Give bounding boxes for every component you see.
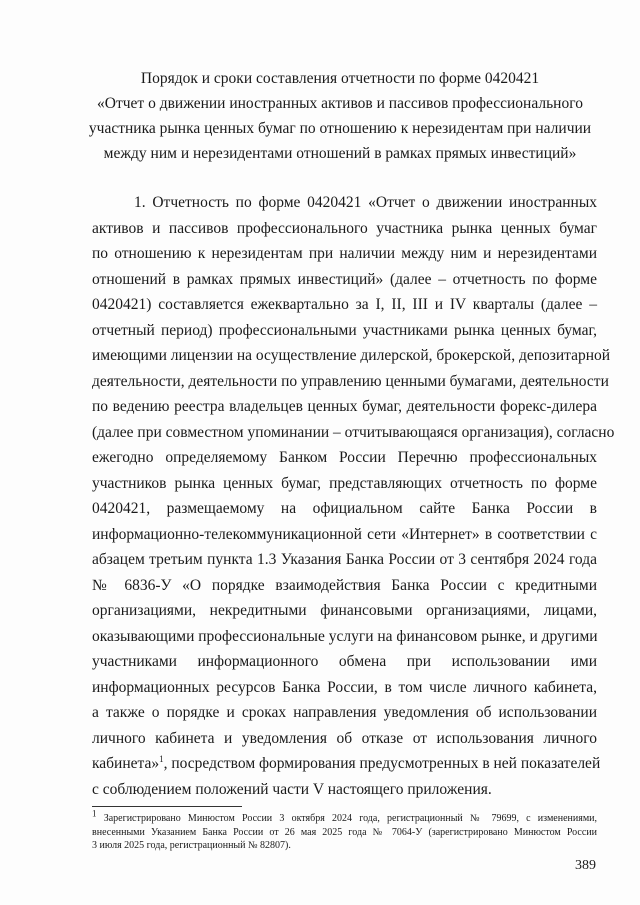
title-line: участника рынка ценных бумаг по отношению к нерезидентам при наличии (88, 120, 592, 137)
title-line: «Отчет о движении иностранных активов и пассивов профессионального (97, 95, 583, 112)
body-line: имеющими лицензии на осуществление дилерской, брокерской, депозитарной (92, 347, 611, 364)
body-line: информационных ресурсов Банка России, в том числе личного кабинета, (92, 678, 597, 696)
page-number: 389 (575, 858, 596, 873)
body-line: участниками информационного обмена при использовании ими (92, 653, 597, 670)
body-line: деятельности, деятельности по управлению ценными бумагами, деятельности (92, 372, 609, 390)
body-line: 0420421, размещаемому на официальном сайте Банка России в (92, 500, 597, 517)
body-line: участников рынка ценных бумаг, представляющих отчетность по форме (92, 474, 597, 492)
footnote-divider (92, 806, 242, 807)
body-line: 1. Отчетность по форме 0420421 «Отчет о движении иностранных (134, 194, 597, 211)
title-line: Порядок и сроки составления отчетности по форме 0420421 (140, 70, 540, 87)
body-line: с соблюдением положений части V настоящего приложения. (92, 780, 492, 798)
body-line: отношений в рамках прямых инвестиций» (далее – отчетность по форме (92, 270, 597, 288)
body-line: по отношению к нерезидентам при наличии между ним и нерезидентами (92, 245, 597, 262)
body-line: личного кабинета и уведомления об отказе от использования личного (92, 729, 597, 747)
footnote-text: Зарегистрировано Минюстом России 3 октября 2024 года, регистрационный № 79699, с изменениями, (103, 813, 597, 824)
footnote-marker: 1 (92, 808, 97, 819)
body-line: активов и пассивов профессионального участника рынка ценных бумаг (92, 219, 597, 237)
body-text-after-footnote: , посредством формирования предусмотренных в ней показателей (163, 755, 601, 772)
footnote (92, 808, 597, 853)
body-line: организациями, некредитными финансовыми организациями, лицами, (92, 602, 597, 619)
document-title (70, 66, 610, 166)
body-line: ежегодно определяемому Банком России Перечню профессиональных (92, 449, 597, 466)
footnote-line (92, 808, 597, 826)
body-line: 0420421) составляется ежеквартально за I, II, III и IV кварталы (далее – (92, 296, 597, 313)
body-line: (далее при совместном упоминании – отчитывающаяся организация), согласно (92, 423, 615, 441)
body-line: оказывающими профессиональные услуги на финансовом рынке, и другими (92, 627, 598, 645)
footnote-reference[interactable]: 1 (159, 753, 164, 764)
footnote-reference-text: кабинета» (92, 755, 160, 772)
body-line: по ведению реестра владельцев ценных бумаг, деятельности форекс-дилера (92, 398, 597, 415)
body-line: отчетный период) профессиональными участниками рынка ценных бумаг, (92, 321, 597, 339)
footnote-line: внесенными Указанием Банка России от 26 мая 2025 года № 7064-У (зарегистрировано Минюстом России (92, 826, 597, 838)
body-line: информационно-телекоммуникационной сети «Интернет» в соответствии с (92, 525, 597, 543)
body-line: абзацем третьим пункта 1.3 Указания Банка России от 3 сентября 2024 года (92, 551, 597, 568)
body-line (92, 751, 601, 777)
title-line: между ним и нерезидентами отношений в рамках прямых инвестиций» (103, 145, 577, 162)
body-line: а также о порядке и сроках направления уведомления об использовании (92, 704, 597, 721)
footnote-line: 3 июля 2025 года, регистрационный № 82807). (92, 840, 291, 851)
paragraph-1 (92, 190, 615, 802)
body-line: № 6836-У «О порядке взаимодействия Банка России с кредитными (92, 576, 597, 594)
